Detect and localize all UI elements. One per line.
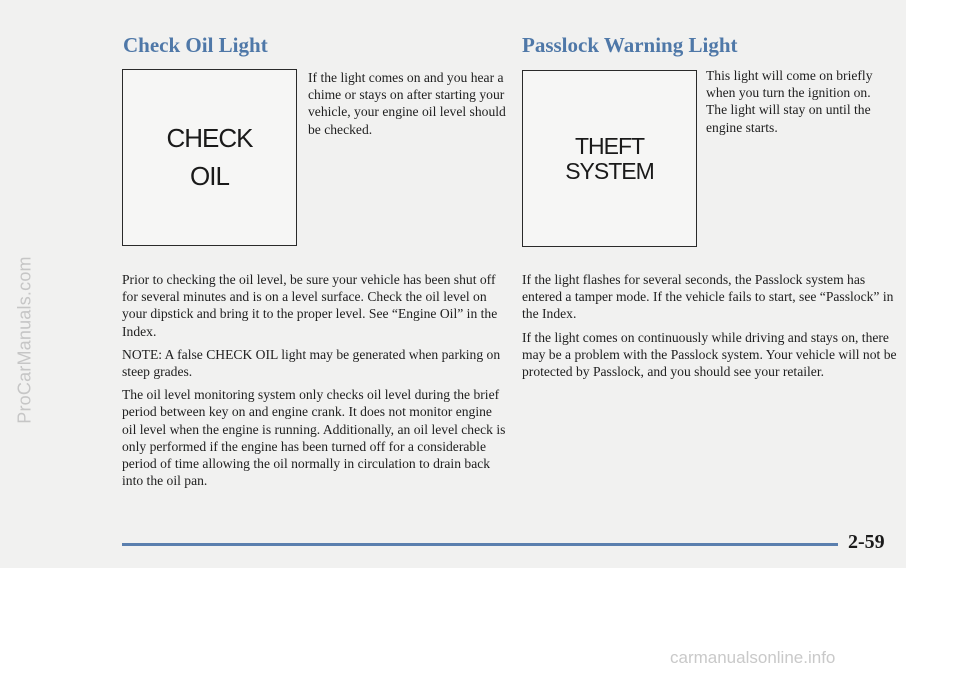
- check-oil-intro-text: If the light comes on and you hear a chime or stays on after starting your vehicle, your engine oil level should be checked.: [308, 70, 506, 137]
- side-watermark: ProCarManuals.com: [14, 256, 35, 424]
- check-oil-paragraph: The oil level monitoring system only checks oil level during the brief period between key on and engine crank. It does not monitor engine oil level when the engine is running. Additionally, an oil level check is only performed if the engine has been turned off for a considerable period of time allowing the oil normally in circulation to drain back into the oil pan.: [122, 387, 506, 489]
- check-oil-indicator-line-2: OIL: [190, 160, 229, 191]
- check-oil-indicator-line-1: CHECK: [166, 123, 253, 154]
- check-oil-light-heading: Check Oil Light: [123, 33, 268, 57]
- check-oil-body: [122, 271, 507, 495]
- check-oil-paragraph: Prior to checking the oil level, be sure your vehicle has been shut off for several minutes and is on a level surface. Check the oil level on your dipstick and bring it to the proper level. See “Engine Oil” in the Index.: [122, 272, 498, 339]
- passlock-paragraph: If the light comes on continuously while driving and stays on, there may be a problem with the Passlock system. Your vehicle will not be protected by Passlock, and you should see your retailer.: [522, 329, 897, 380]
- passlock-warning-light-heading: Passlock Warning Light: [522, 33, 738, 57]
- bottom-watermark: carmanualsonline.info: [670, 648, 836, 667]
- check-oil-indicator: [122, 69, 297, 246]
- passlock-intro-text: This light will come on briefly when you turn the ignition on. The light will stay on until the engine starts.: [706, 68, 873, 135]
- theft-system-indicator-line-1: THEFT: [574, 133, 645, 160]
- theft-system-indicator: [522, 70, 697, 247]
- passlock-intro: [706, 67, 886, 142]
- theft-system-indicator-line-2: SYSTEM: [565, 157, 654, 184]
- page-number: 2-59: [848, 531, 885, 553]
- passlock-body: [522, 271, 897, 386]
- check-oil-note: NOTE: A false CHECK OIL light may be generated when parking on steep grades.: [122, 346, 501, 380]
- footer-rule: [122, 543, 838, 546]
- check-oil-intro: [308, 69, 508, 144]
- passlock-paragraph: If the light flashes for several seconds, the Passlock system has entered a tamper mode. If the vehicle fails to start, see “Passlock” in the Index.: [522, 272, 894, 322]
